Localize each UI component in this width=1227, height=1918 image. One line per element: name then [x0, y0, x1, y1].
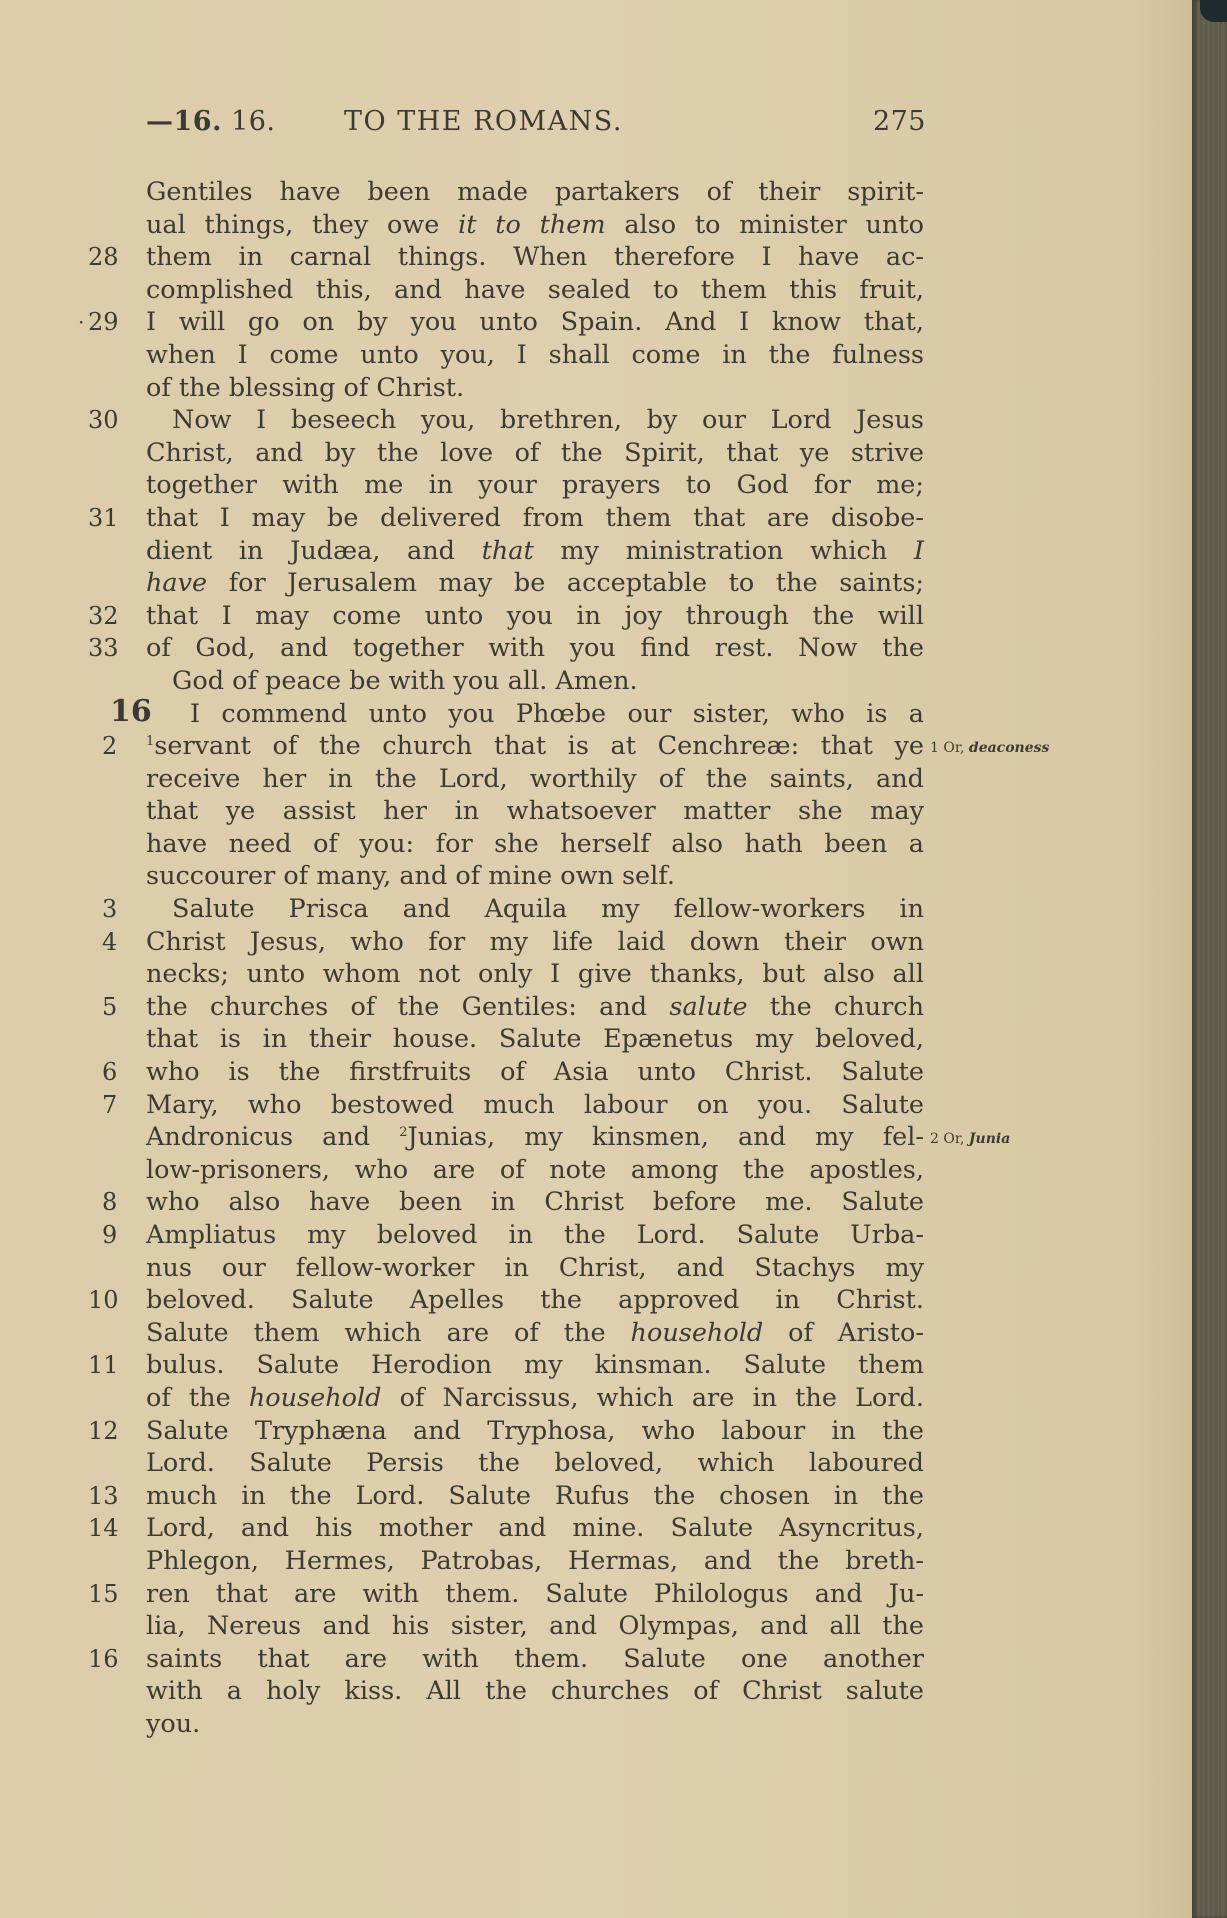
- line-text: [146, 600, 924, 633]
- text-line: [88, 1023, 1148, 1056]
- text-line: [88, 209, 1148, 242]
- footnote-text: deaconess: [968, 740, 1050, 757]
- running-header: [146, 106, 926, 146]
- verse-number: 5: [102, 992, 118, 1021]
- text-run: much in the Lord. Salute Rufus the chosen in the: [146, 1480, 924, 1511]
- text-run: Lord. Salute Persis the beloved, which laboured: [146, 1448, 924, 1479]
- footnote-number: 2: [930, 1131, 944, 1148]
- text-run: saints that are with them. Salute one another: [146, 1643, 924, 1674]
- text-line: [88, 1512, 1148, 1545]
- text-line: [88, 958, 1148, 991]
- book-title: TO THE ROMANS.: [344, 106, 623, 137]
- footnote-number: 1: [930, 740, 944, 757]
- line-text: [146, 209, 924, 242]
- text-run: the church: [747, 991, 925, 1022]
- text-line: [88, 1708, 1148, 1741]
- text-run: Christ, and by the love of the Spirit, that ye strive: [146, 437, 924, 468]
- text-line: [88, 469, 1148, 502]
- line-text: [146, 502, 924, 535]
- line-text: [146, 958, 924, 991]
- line-text: [146, 665, 924, 698]
- verse-number: 33: [88, 634, 119, 663]
- text-run: nus our fellow-worker in Christ, and Stachys my: [146, 1252, 924, 1283]
- text-run: ual things, they owe: [146, 209, 459, 240]
- line-text: [146, 1382, 924, 1415]
- line-text: [146, 1154, 924, 1187]
- line-text: [146, 1317, 924, 1350]
- text-run: Junias, my kinsmen, and my fel-: [407, 1122, 924, 1153]
- text-line: [88, 1382, 1148, 1415]
- line-text: [146, 1121, 924, 1154]
- text-run: Salute Tryphæna and Tryphosa, who labour in the: [146, 1415, 924, 1446]
- binding-corner: [1200, 0, 1227, 22]
- text-line: [88, 176, 1148, 209]
- text-run: I commend unto you Phœbe our sister, who is a: [190, 698, 924, 729]
- italic-word: salute: [669, 991, 748, 1022]
- line-text: [146, 1708, 924, 1741]
- text-line: [88, 535, 1148, 568]
- verse-number: 31: [88, 503, 119, 532]
- text-run: of the blessing of Christ.: [146, 372, 465, 403]
- line-text: [146, 632, 924, 665]
- line-text: [146, 567, 924, 600]
- text-run: Phlegon, Hermes, Patrobas, Hermas, and the breth-: [146, 1545, 924, 1576]
- line-text: [146, 1219, 924, 1252]
- line-text: [146, 1447, 924, 1480]
- text-run: them in carnal things. When therefore I have ac-: [146, 242, 924, 273]
- verse-number: 30: [88, 406, 119, 435]
- line-text: [146, 1545, 924, 1578]
- verse-number: 16: [88, 1644, 119, 1673]
- line-text: [146, 730, 924, 763]
- line-text: [146, 404, 924, 437]
- line-text: [146, 176, 924, 209]
- verse-number: 28: [88, 243, 119, 272]
- text-line: [88, 1415, 1148, 1448]
- page-number: 275: [872, 106, 926, 137]
- line-text: [146, 1023, 924, 1056]
- chapter-verse-reference: [146, 106, 276, 137]
- text-run: necks; unto whom not only I give thanks, but also all: [146, 959, 924, 990]
- text-run: you.: [146, 1708, 201, 1739]
- verse-number: 6: [102, 1058, 118, 1087]
- text-run: lia, Nereus and his sister, and Olympas, and all the: [146, 1611, 924, 1642]
- text-run: of Narcissus, which are in the Lord.: [381, 1382, 924, 1413]
- text-run: Now I beseech you, brethren, by our Lord Jesus: [172, 405, 924, 436]
- text-run: also to minister unto: [605, 209, 924, 240]
- verse-number: 29: [88, 308, 119, 337]
- line-text: [146, 1252, 924, 1285]
- text-line: [88, 1154, 1148, 1187]
- text-line: [88, 893, 1148, 926]
- text-run: low-prisoners, who are of note among the apostles,: [146, 1154, 924, 1185]
- text-line: [88, 1643, 1148, 1676]
- verse-number: 13: [88, 1481, 119, 1510]
- verse-number: 7: [102, 1090, 118, 1119]
- line-text: [146, 1186, 924, 1219]
- text-line: [88, 926, 1148, 959]
- italic-word: it to them: [458, 209, 606, 240]
- text-line: [88, 1121, 1148, 1154]
- verse-number: 8: [102, 1188, 118, 1217]
- line-text: [146, 306, 924, 339]
- text-line: [88, 693, 1148, 731]
- italic-word: household: [630, 1317, 764, 1348]
- line-text: [146, 1675, 924, 1708]
- verse-number: 11: [88, 1351, 119, 1380]
- text-run: that ye assist her in whatsoever matter she may: [146, 796, 924, 827]
- text-line: [88, 339, 1148, 372]
- line-text: [146, 437, 924, 470]
- line-text: [146, 1349, 924, 1382]
- italic-word: have: [146, 568, 208, 599]
- text-run: who also have been in Christ before me. Salute: [146, 1187, 924, 1218]
- text-run: of the: [146, 1382, 249, 1413]
- text-run: of God, and together with you find rest. Now the: [146, 633, 924, 664]
- verse-number: 10: [88, 1286, 119, 1315]
- line-text: [146, 274, 924, 307]
- verse-number: 9: [102, 1221, 118, 1249]
- text-run: complished this, and have sealed to them this fruit,: [146, 274, 924, 305]
- text-line: [88, 730, 1148, 763]
- text-line: [88, 1219, 1148, 1252]
- text-line: [78, 306, 1148, 339]
- italic-word: I: [913, 535, 924, 566]
- text-line: [88, 1349, 1148, 1382]
- text-run: that is in their house. Salute Epænetus my beloved,: [146, 1024, 924, 1055]
- verse-number: 12: [88, 1416, 119, 1445]
- text-line: [88, 567, 1148, 600]
- line-text: [146, 1578, 924, 1611]
- text-line: [88, 1578, 1148, 1611]
- text-line: [88, 1610, 1148, 1643]
- text-line: [88, 1252, 1148, 1285]
- text-run: Andronicus and: [146, 1122, 400, 1153]
- line-text: [146, 1415, 924, 1448]
- page-edge-stack: [1192, 0, 1227, 1918]
- line-text: [146, 1284, 924, 1317]
- text-run: Ampliatus my beloved in the Lord. Salute Urba-: [146, 1220, 924, 1250]
- line-text: [146, 241, 924, 274]
- line-text: [146, 1056, 924, 1089]
- line-text: [146, 763, 924, 796]
- text-run: receive her in the Lord, worthily of the saints, and: [146, 763, 924, 794]
- text-line: [88, 828, 1148, 861]
- text-run: my ministration which: [533, 535, 914, 566]
- text-run: Gentiles have been made partakers of their spirit-: [146, 177, 924, 207]
- text-line: [88, 1056, 1148, 1089]
- text-run: that I may be delivered from them that are disobe-: [146, 502, 924, 533]
- verse-number: 15: [88, 1579, 119, 1608]
- verse-number: 4: [102, 927, 118, 956]
- line-text: [146, 893, 924, 926]
- italic-word: that: [481, 535, 534, 566]
- margin-footnote: [930, 1123, 1010, 1156]
- line-text: [146, 828, 924, 861]
- line-text: [146, 1643, 924, 1676]
- margin-dot: ·: [78, 310, 85, 335]
- text-run: Salute Prisca and Aquila my fellow-workers in: [172, 894, 924, 925]
- text-line: [88, 502, 1148, 535]
- line-text: [146, 535, 924, 568]
- text-line: [88, 274, 1148, 307]
- text-run: Salute them which are of the: [146, 1317, 631, 1348]
- text-run: bulus. Salute Herodion my kinsman. Salute them: [146, 1350, 924, 1381]
- reference-bold: —16.: [146, 106, 222, 137]
- line-text: [146, 1610, 924, 1643]
- text-run: beloved. Salute Apelles the approved in Christ.: [146, 1285, 924, 1316]
- text-line: [88, 1480, 1148, 1513]
- text-line: [88, 1447, 1148, 1480]
- line-text: [146, 1089, 924, 1122]
- text-line: [88, 665, 1148, 698]
- text-run: ren that are with them. Salute Philologus and Ju-: [146, 1578, 924, 1609]
- line-text: [146, 339, 924, 372]
- text-line: [88, 795, 1148, 828]
- text-run: who is the firstfruits of Asia unto Christ. Salute: [146, 1057, 924, 1088]
- footnote-marker[interactable]: 1: [146, 734, 155, 750]
- line-text: [146, 469, 924, 502]
- footnote-text: Junia: [968, 1131, 1011, 1148]
- text-run: I will go on by you unto Spain. And I know that,: [146, 307, 924, 338]
- text-line: [88, 632, 1148, 665]
- text-run: God of peace be with you all. Amen.: [172, 665, 638, 696]
- line-text: [146, 860, 924, 893]
- text-line: [88, 991, 1148, 1024]
- chapter-number: 16: [110, 693, 152, 729]
- text-line: [88, 600, 1148, 633]
- text-run: Mary, who bestowed much labour on you. Salute: [146, 1089, 924, 1120]
- text-run: succourer of many, and of mine own self.: [146, 861, 675, 892]
- verse-number: 14: [88, 1514, 119, 1543]
- text-line: [88, 1317, 1148, 1350]
- verse-number: 2: [102, 732, 118, 761]
- text-line: [88, 241, 1148, 274]
- margin-footnote: [930, 732, 1049, 765]
- line-text: [146, 698, 924, 731]
- verse-number: 32: [88, 601, 119, 630]
- line-text: [146, 1512, 924, 1545]
- footnote-label: Or,: [943, 740, 965, 757]
- line-text: [146, 926, 924, 959]
- footnote-label: Or,: [943, 1131, 965, 1148]
- text-run: together with me in your prayers to God for me;: [146, 470, 924, 501]
- text-run: when I come unto you, I shall come in the fulness: [146, 339, 924, 370]
- text-line: [88, 1545, 1148, 1578]
- text-line: [88, 1284, 1148, 1317]
- text-line: [88, 1186, 1148, 1219]
- line-text: [146, 795, 924, 828]
- text-line: [88, 372, 1148, 405]
- text-line: [88, 437, 1148, 470]
- text-line: [88, 1089, 1148, 1122]
- text-run: of Aristo-: [763, 1317, 924, 1348]
- line-text: [146, 991, 924, 1024]
- text-run: dient in Judæa, and: [146, 535, 482, 566]
- scripture-text: [78, 176, 1148, 1741]
- footnote-marker[interactable]: 2: [399, 1125, 408, 1141]
- verse-number: 3: [102, 895, 118, 924]
- line-text: [146, 1480, 924, 1513]
- line-text: [146, 372, 924, 405]
- text-run: servant of the church that is at Cenchreæ: that ye: [154, 731, 924, 762]
- text-run: that I may come unto you in joy through the will: [146, 600, 924, 631]
- text-run: Christ Jesus, who for my life laid down their own: [146, 926, 924, 957]
- text-run: have need of you: for she herself also hath been a: [146, 828, 924, 859]
- text-run: the churches of the Gentiles: and: [146, 991, 670, 1022]
- reference-rest: 16.: [221, 106, 276, 137]
- italic-word: household: [248, 1382, 382, 1413]
- text-run: for Jerusalem may be acceptable to the saints;: [207, 568, 924, 599]
- text-line: [88, 763, 1148, 796]
- text-run: with a holy kiss. All the churches of Christ salute: [146, 1676, 924, 1707]
- text-line: [88, 1675, 1148, 1708]
- text-run: Lord, and his mother and mine. Salute Asyncritus,: [146, 1513, 924, 1544]
- text-line: [88, 860, 1148, 893]
- text-line: [88, 404, 1148, 437]
